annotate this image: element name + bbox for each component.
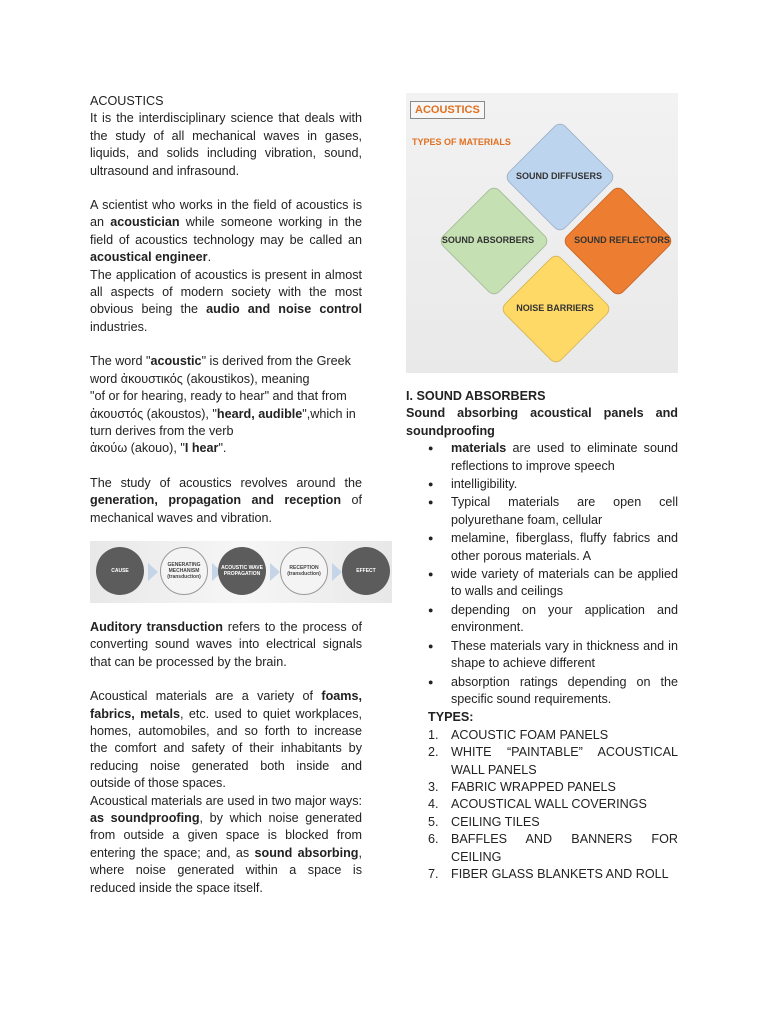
- acoustician-paragraph: A scientist who works in the field of acoustics is an acoustician while someone working in the field of acoustics technology may be called an acoustical engineer.: [90, 198, 362, 265]
- transduction-paragraph: Auditory transduction refers to the process of converting sound waves into electrical signals that can be processed by the brain.: [90, 619, 362, 669]
- list-item: 7. FIBER GLASS BLANKETS AND ROLL: [428, 866, 669, 881]
- list-item: ● melamine, fiberglass, fluffy fabrics and other porous materials. A: [406, 530, 678, 565]
- list-item: ● depending on your application and environment.: [406, 602, 678, 637]
- label-sound-reflectors: SOUND REFLECTORS: [574, 235, 670, 245]
- etymology-paragraph: The word "acoustic" is derived from the Greek word ἀκουστικός (akoustikos), meaning "of or for hearing, ready to hear" and that from ἀκουστός (akoustos), "heard, audible",which in turn derives from the verb ἀκούω (akouo), "I hear".: [90, 354, 356, 456]
- list-item: ● Typical materials are open cell polyurethane foam, cellular: [406, 494, 678, 529]
- absorber-bullet-list: [406, 440, 678, 708]
- page-heading: ACOUSTICS: [90, 94, 164, 108]
- list-item: 6. BAFFLES AND BANNERS FOR CEILING: [428, 832, 678, 864]
- list-item: ● materials are used to eliminate sound reflections to improve speech: [406, 440, 678, 475]
- diagram-title: ACOUSTICS: [410, 101, 485, 119]
- materials-diagram: [406, 93, 678, 373]
- flow-reception: RECEPTION (transduction): [280, 547, 328, 595]
- types-list: [406, 727, 678, 884]
- list-item: ● absorption ratings depending on the specific sound requirements.: [406, 674, 678, 709]
- list-item: ● These materials vary in thickness and in shape to achieve different: [406, 638, 678, 673]
- list-item: ● wide variety of materials can be applied to walls and ceilings: [406, 566, 678, 601]
- flow-cause: CAUSE: [96, 547, 144, 595]
- section-title: I. SOUND ABSORBERS: [406, 389, 546, 403]
- acoustics-process-diagram: [90, 541, 392, 603]
- list-item: 4. ACOUSTICAL WALL COVERINGS: [428, 797, 647, 812]
- label-sound-absorbers: SOUND ABSORBERS: [441, 235, 535, 245]
- flow-arrow: [332, 563, 342, 581]
- diagram-subtitle: TYPES OF MATERIALS: [412, 137, 511, 147]
- flow-generating: GENERATING MECHANISM (transduction): [160, 547, 208, 595]
- section-subtitle: Sound absorbing acoustical panels and soundproofing: [406, 406, 678, 438]
- list-item: 5. CEILING TILES: [428, 814, 540, 829]
- list-item: 2. WHITE “PAINTABLE” ACOUSTICAL WALL PANELS: [428, 745, 678, 777]
- application-paragraph: The application of acoustics is present in almost all aspects of modern society with the most obvious being the audio and noise control industries.: [90, 267, 362, 334]
- types-heading: TYPES:: [428, 710, 474, 725]
- usage-paragraph: Acoustical materials are used in two major ways: as soundproofing, by which noise generated from outside a given space is blocked from entering the space; and, as sound absorbing, where noise generated within a space is reduced inside the space itself.: [90, 793, 362, 895]
- list-item: 1. ACOUSTIC FOAM PANELS: [428, 727, 609, 742]
- list-item: 3. FABRIC WRAPPED PANELS: [428, 779, 616, 794]
- study-paragraph: The study of acoustics revolves around the generation, propagation and reception of mechanical waves and vibration.: [90, 475, 362, 525]
- label-sound-diffusers: SOUND DIFFUSERS: [515, 171, 602, 181]
- materials-paragraph: Acoustical materials are a variety of foams, fabrics, metals, etc. used to quiet workplaces, homes, automobiles, and so forth to increase the comfort and safety of their inhabitants by reducing noise generated both inside and outside of those spaces.: [90, 689, 362, 791]
- flow-arrow: [148, 563, 158, 581]
- right-column: [406, 388, 678, 883]
- flow-propagation: ACOUSTIC WAVE PROPAGATION: [218, 547, 266, 595]
- list-item: ● intelligibility.: [406, 476, 678, 493]
- left-column: [90, 93, 376, 897]
- flow-effect: EFFECT: [342, 547, 390, 595]
- label-noise-barriers: NOISE BARRIERS: [516, 303, 594, 313]
- flow-arrow: [270, 563, 280, 581]
- intro-paragraph: It is the interdisciplinary science that deals with the study of all mechanical waves in gases, liquids, and solids including vibration, sound, ultrasound and infrasound.: [90, 111, 362, 178]
